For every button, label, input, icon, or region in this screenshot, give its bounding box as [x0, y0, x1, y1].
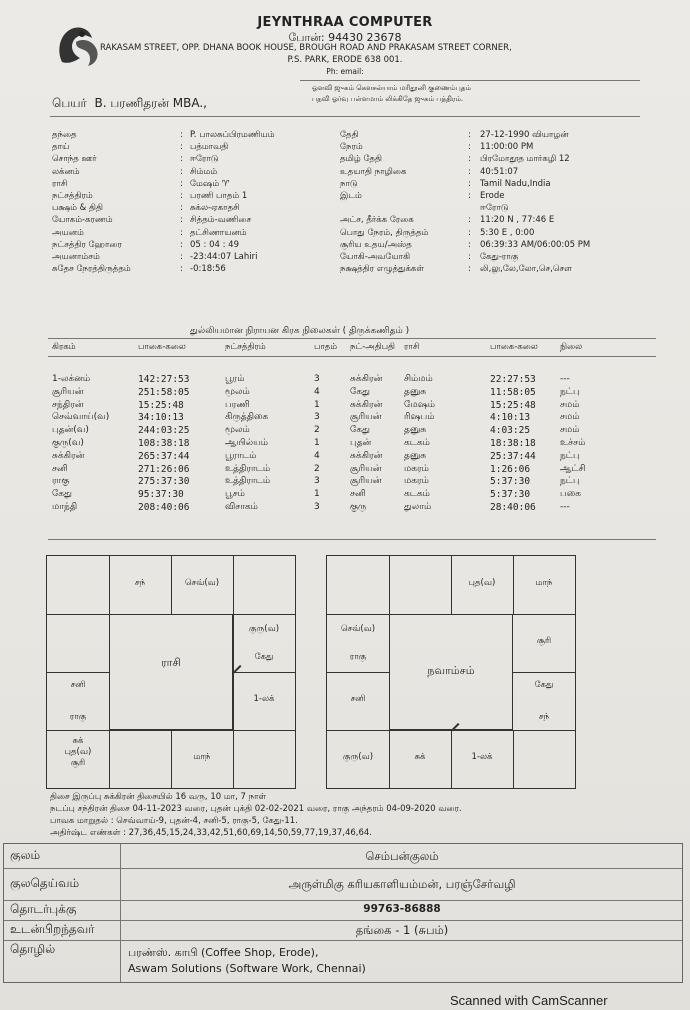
table-row: உடன்பிறந்தவர் தங்கை - 1 (சுபம்) — [4, 920, 682, 941]
table-cell: 1 — [314, 399, 320, 410]
table-cell: 22:27:53 — [490, 374, 536, 385]
planet-table-title: துல்லியமான நிராயன கிரக நிலைகள் ( திருக்கணிதம் ) — [190, 326, 410, 336]
dasa-line: நடப்பு சந்திரன் திசை 04-11-2023 வரை, புதன் புக்தி 02-02-2021 வரை, ராகு அந்தரம் 04-09-2020 வரை. — [50, 804, 462, 814]
detail-label: நட்சத்திர ஹோரை — [52, 239, 122, 250]
table-cell: 5:37:30 — [490, 489, 531, 501]
table-cell: 275:37:30 — [138, 476, 190, 488]
table-cell: கிருத்திகை — [225, 412, 269, 423]
dasa-line: திசை இருப்பு சுக்கிரன் திசையில் 16 வரு, 10 மா, 7 நாள் — [50, 792, 267, 802]
detail-value: ஈரோடு — [480, 203, 509, 214]
table-cell: கேது — [350, 386, 370, 397]
table-cell: சமம் — [560, 412, 580, 423]
dasa-line: அதிர்ஷ்ட எண்கள் : 27,36,45,15,24,33,42,51,60,69,14,50,59,77,19,37,46,64. — [50, 828, 372, 838]
colon: : — [180, 203, 183, 214]
colon: : — [468, 215, 471, 226]
table-cell: --- — [560, 502, 570, 512]
table-cell: மூலம் — [225, 386, 250, 397]
detail-value: 06:39:33 AM/06:00:05 PM — [480, 239, 591, 250]
table-cell: சுக்கிரன் — [350, 374, 383, 384]
rasi-cell: கேது — [254, 652, 274, 662]
table-cell: 28:40:06 — [490, 502, 536, 513]
dasa-line: பாவக மாறுதல் : செவ்வாய்-9, புதன்-4, சனி-5, ராகு-5, கேது-11. — [50, 816, 298, 826]
detail-value: -0:18:56 — [190, 264, 226, 275]
table-cell: பூராடம் — [225, 450, 257, 461]
detail-label: பொது நேரம், திருத்தம் — [340, 227, 429, 238]
table-cell: தனுசு — [404, 425, 427, 436]
detail-value: சித்தம்-வணிசை — [190, 215, 252, 226]
table-cell: குரு — [350, 502, 367, 512]
table-cell: 5:37:30 — [490, 476, 531, 488]
table-cell: ஆயில்யம் — [225, 438, 269, 448]
colon: : — [180, 239, 183, 250]
detail-label: நக்ஷத்திர எழுத்துக்கள் — [340, 264, 425, 275]
table-cell: சூரியன் — [350, 476, 382, 487]
detail-label: நட்சத்திரம் — [52, 191, 93, 201]
table-row: தொடர்புக்கு 99763-86888 — [4, 900, 682, 921]
detail-label: அயனாம்சம் — [52, 252, 100, 262]
table-cell: செவ்வாய்(வ) — [52, 412, 110, 423]
table-cell: 244:03:25 — [138, 425, 190, 437]
table-cell: உச்சம் — [560, 438, 586, 448]
table-cell: 208:40:06 — [138, 502, 190, 513]
family-info-table — [3, 843, 683, 983]
navamsa-cell: சுக் — [414, 752, 426, 762]
table-cell: 1 — [314, 438, 320, 448]
detail-label: நேரம் — [340, 142, 363, 153]
detail-value: மேஷம் ♈ — [190, 178, 230, 189]
table-cell: பரணி — [225, 399, 250, 410]
rasi-cell: செவ்(வ) — [184, 578, 220, 588]
table-cell: 2 — [314, 463, 320, 474]
table-cell: தனுசு — [404, 450, 427, 461]
table-cell: நட்பு — [560, 450, 580, 461]
navamsa-cell: மாந் — [535, 578, 553, 588]
detail-value: ஈரோடு — [190, 154, 219, 165]
colon: : — [180, 227, 183, 238]
table-cell: 3 — [314, 374, 320, 384]
table-cell: சனி — [52, 463, 68, 474]
column-header: பாகை-கலை — [138, 342, 186, 352]
detail-label: சூரிய உதய/அஸ்த — [340, 239, 412, 250]
detail-value: கேது-ராகு — [480, 252, 519, 262]
colon: : — [468, 252, 471, 262]
table-cell: துலாம் — [404, 502, 432, 512]
detail-label: யோகி-அவயோகி — [340, 252, 411, 262]
table-cell: 1:26:06 — [490, 463, 531, 475]
table-cell: சிம்மம் — [404, 374, 433, 384]
divider — [48, 539, 656, 540]
column-header: ராசி — [404, 342, 420, 352]
table-cell: சுக்கிரன் — [52, 450, 85, 461]
table-cell: 11:58:05 — [490, 386, 536, 398]
shop-email: Ph: email: — [326, 67, 364, 76]
shop-address: RAKASAM STREET, OPP. DHANA BOOK HOUSE, BROUGH ROAD AND PRAKASAM STREET CORNER, — [100, 43, 512, 53]
navamsa-cell: சனி — [350, 694, 366, 704]
table-cell: தனுசு — [404, 386, 427, 397]
detail-value: சிம்மம் — [190, 166, 218, 177]
table-cell: பகை — [560, 489, 581, 500]
table-cell: கடகம் — [404, 489, 430, 500]
table-cell: பூசம் — [225, 489, 245, 500]
table-cell: 4:03:25 — [490, 425, 531, 437]
detail-label: நாடு — [340, 178, 358, 189]
shop-city: P.S. PARK, ERODE 638 001. — [287, 55, 403, 65]
divider — [50, 116, 640, 117]
colon: : — [180, 252, 183, 262]
table-row: குலம் செம்பன்குலம் — [4, 844, 682, 869]
table-cell: சுக்கிரன் — [350, 450, 383, 461]
rasi-cell: குரு(வ) — [248, 624, 280, 634]
blessing-line-2: பதவி ஓர்வு பள்ளமாம் லிக்கிதே ஜுகம் பத்திரம். — [312, 95, 464, 103]
scanner-watermark: Scanned with CamScanner — [450, 993, 608, 1008]
table-cell: கடகம் — [404, 438, 430, 448]
detail-value: பிரமோதூத மார்கழி 12 — [480, 154, 570, 165]
divider — [300, 80, 640, 81]
table-cell: குரு(வ) — [52, 438, 84, 448]
colon: : — [468, 178, 471, 189]
table-cell: 3 — [314, 412, 320, 423]
rasi-cell: ராகு — [69, 712, 87, 722]
detail-value: பத்மாவதி — [190, 142, 229, 153]
table-cell: 25:37:44 — [490, 450, 536, 462]
table-cell: மகரம் — [404, 476, 429, 487]
table-cell: 271:26:06 — [138, 463, 190, 475]
column-header: நட்-அதிபதி — [350, 342, 395, 352]
table-cell: கேது — [52, 489, 72, 500]
table-cell: 15:25:48 — [490, 399, 536, 411]
detail-label: தமிழ் தேதி — [340, 154, 382, 165]
column-header: நிலை — [560, 342, 583, 352]
rasi-cell: சந் — [134, 578, 146, 588]
rasi-cell: மாந் — [193, 752, 211, 762]
column-header: பாதம் — [314, 342, 338, 352]
detail-label: தாய் — [52, 142, 70, 153]
detail-label: உதயாதி நாழிகை — [340, 166, 407, 177]
table-cell: மாந்தி — [52, 502, 78, 512]
detail-label: ராசி — [52, 178, 68, 189]
table-cell: 265:37:44 — [138, 450, 190, 462]
detail-label: இடம் — [340, 191, 362, 201]
rasi-chart — [46, 555, 296, 789]
table-cell: 4 — [314, 386, 320, 397]
table-cell: ஆட்சி — [560, 463, 586, 474]
table-cell: மகரம் — [404, 463, 429, 474]
rasi-center-label: ராசி — [160, 656, 182, 669]
divider — [48, 356, 656, 357]
colon: : — [468, 227, 471, 238]
detail-value: பரணி பாதம் 1 — [190, 191, 248, 201]
detail-value: -23:44:07 Lahiri — [190, 252, 258, 262]
navamsa-cell: ராகு — [349, 652, 367, 662]
column-header: பாகை-கலை — [490, 342, 538, 352]
detail-value: 11:00:00 PM — [480, 142, 534, 153]
table-row: தொழில் பரண்ஸ். காபி (Coffee Shop, Erode), Aswam Solutions (Software Work, Chennai) — [10, 942, 366, 975]
column-header: கிரகம் — [52, 342, 76, 352]
table-cell: 18:38:18 — [490, 438, 536, 449]
table-cell: 108:38:18 — [138, 438, 190, 449]
table-cell: 3 — [314, 476, 320, 487]
detail-label: பக்ஷம் & திதி — [52, 203, 103, 214]
detail-label: யோகம்-கரணம் — [52, 215, 113, 226]
navamsa-cell: சந் — [538, 712, 550, 722]
table-cell: சமம் — [560, 399, 580, 410]
table-cell: 1-லக்னம் — [52, 374, 91, 384]
colon: : — [468, 191, 471, 201]
table-cell: 15:25:48 — [138, 399, 184, 411]
detail-value: Erode — [480, 191, 505, 201]
detail-value: 11:20 N , 77:46 E — [480, 215, 555, 226]
detail-label: சுதேச நேரத்திருத்தம் — [52, 264, 131, 275]
table-cell: சூரியன் — [350, 412, 382, 423]
navamsa-cell: குரு(வ) — [342, 752, 374, 762]
table-cell: மேஷம் — [404, 399, 435, 410]
colon: : — [180, 154, 183, 165]
table-cell: சூரியன் — [52, 386, 84, 397]
navamsa-cell: சூரி — [536, 636, 552, 646]
navamsa-cell: 1-லக் — [471, 752, 493, 762]
shop-title: JEYNTHRAA COMPUTER — [257, 15, 433, 30]
table-cell: ராகு — [52, 476, 70, 487]
rasi-cell: சனி — [70, 680, 86, 690]
table-cell: உத்திராடம் — [225, 476, 271, 487]
colon: : — [180, 191, 183, 201]
table-cell: 251:58:05 — [138, 386, 190, 398]
detail-value: சுக்ல-ஏகாதசி — [190, 203, 240, 214]
colon: : — [468, 239, 471, 250]
table-cell: 4 — [314, 450, 320, 461]
table-row: குலதெய்வம் அருள்மிகு கரியகாளியம்மன், பரஞ்சேர்வழி — [4, 868, 682, 901]
table-cell: சனி — [350, 489, 366, 500]
table-cell: விசாகம் — [225, 502, 258, 512]
detail-label: தேதி — [340, 130, 359, 140]
rasi-cell: 1-லக் — [253, 694, 275, 704]
colon: : — [468, 264, 471, 275]
table-cell: நட்பு — [560, 386, 580, 397]
divider — [48, 338, 656, 339]
colon: : — [468, 166, 471, 177]
table-cell: சுக்கிரன் — [350, 399, 383, 410]
table-cell: 3 — [314, 502, 320, 512]
detail-label: தந்தை — [52, 130, 77, 140]
colon: : — [180, 166, 183, 177]
blessing-line-1: ஓளவி ஜுகம் கௌசல்யாம் மரிதூனி குணைம்புதம் — [312, 84, 472, 92]
table-cell: 2 — [314, 425, 320, 436]
detail-label: சொந்த ஊர் — [52, 154, 97, 165]
table-cell: மூலம் — [225, 425, 250, 436]
table-cell: 142:27:53 — [138, 374, 190, 385]
navamsa-chart — [326, 555, 576, 789]
detail-label: அயனம் — [52, 227, 84, 238]
detail-value: P. பாலசுப்பிரமணியம் — [190, 130, 275, 140]
detail-value: தட்சிணாயனம் — [190, 227, 247, 238]
colon: : — [180, 142, 183, 153]
table-cell: நட்பு — [560, 476, 580, 487]
person-name: பெயர் B. பரணிதரன் MBA., — [52, 96, 207, 110]
table-cell: 34:10:13 — [138, 412, 184, 424]
table-cell: புதன் — [350, 438, 372, 448]
colon: : — [468, 130, 471, 140]
colon: : — [180, 215, 183, 226]
detail-label: அட்ச, தீர்க்க ரேகை — [340, 215, 414, 226]
table-cell: கேது — [350, 425, 370, 436]
shop-phone: போன்: 94430 23678 — [288, 31, 402, 44]
table-cell: புதன்(வ) — [52, 425, 89, 436]
navamsa-cell: கேது — [534, 680, 554, 690]
colon: : — [180, 178, 183, 189]
navamsa-cell: செவ்(வ) — [340, 624, 376, 634]
detail-value: லி,லு,லே,லோ,செ,செள — [480, 264, 572, 275]
navamsa-center-label: நவாம்சம் — [427, 664, 475, 677]
detail-value: Tamil Nadu,India — [480, 178, 551, 189]
table-cell: 4:10:13 — [490, 412, 531, 424]
detail-value: 40:51:07 — [480, 166, 519, 177]
colon: : — [180, 264, 183, 275]
table-cell: சந்திரன் — [52, 399, 84, 410]
detail-value: 05 : 04 : 49 — [190, 239, 239, 250]
detail-value: 27-12-1990 வியாழன் — [480, 130, 569, 140]
colon: : — [468, 154, 471, 165]
colon: : — [468, 142, 471, 153]
table-cell: சமம் — [560, 425, 580, 436]
detail-label: லக்னம் — [52, 166, 80, 177]
table-cell: 95:37:30 — [138, 489, 184, 501]
table-cell: --- — [560, 374, 570, 384]
table-cell: பூரம் — [225, 374, 245, 384]
column-header: நட்சத்திரம் — [225, 342, 266, 352]
table-cell: ரிஷபம் — [404, 412, 435, 423]
table-cell: சூரியன் — [350, 463, 382, 474]
colon: : — [180, 130, 183, 140]
table-cell: 1 — [314, 489, 320, 500]
navamsa-cell: புத(வ) — [468, 578, 496, 588]
rasi-cell: சுக் புத(வ) சூரி — [64, 736, 92, 768]
table-cell: உத்திராடம் — [225, 463, 271, 474]
detail-value: 5:30 E , 0:00 — [480, 227, 535, 238]
